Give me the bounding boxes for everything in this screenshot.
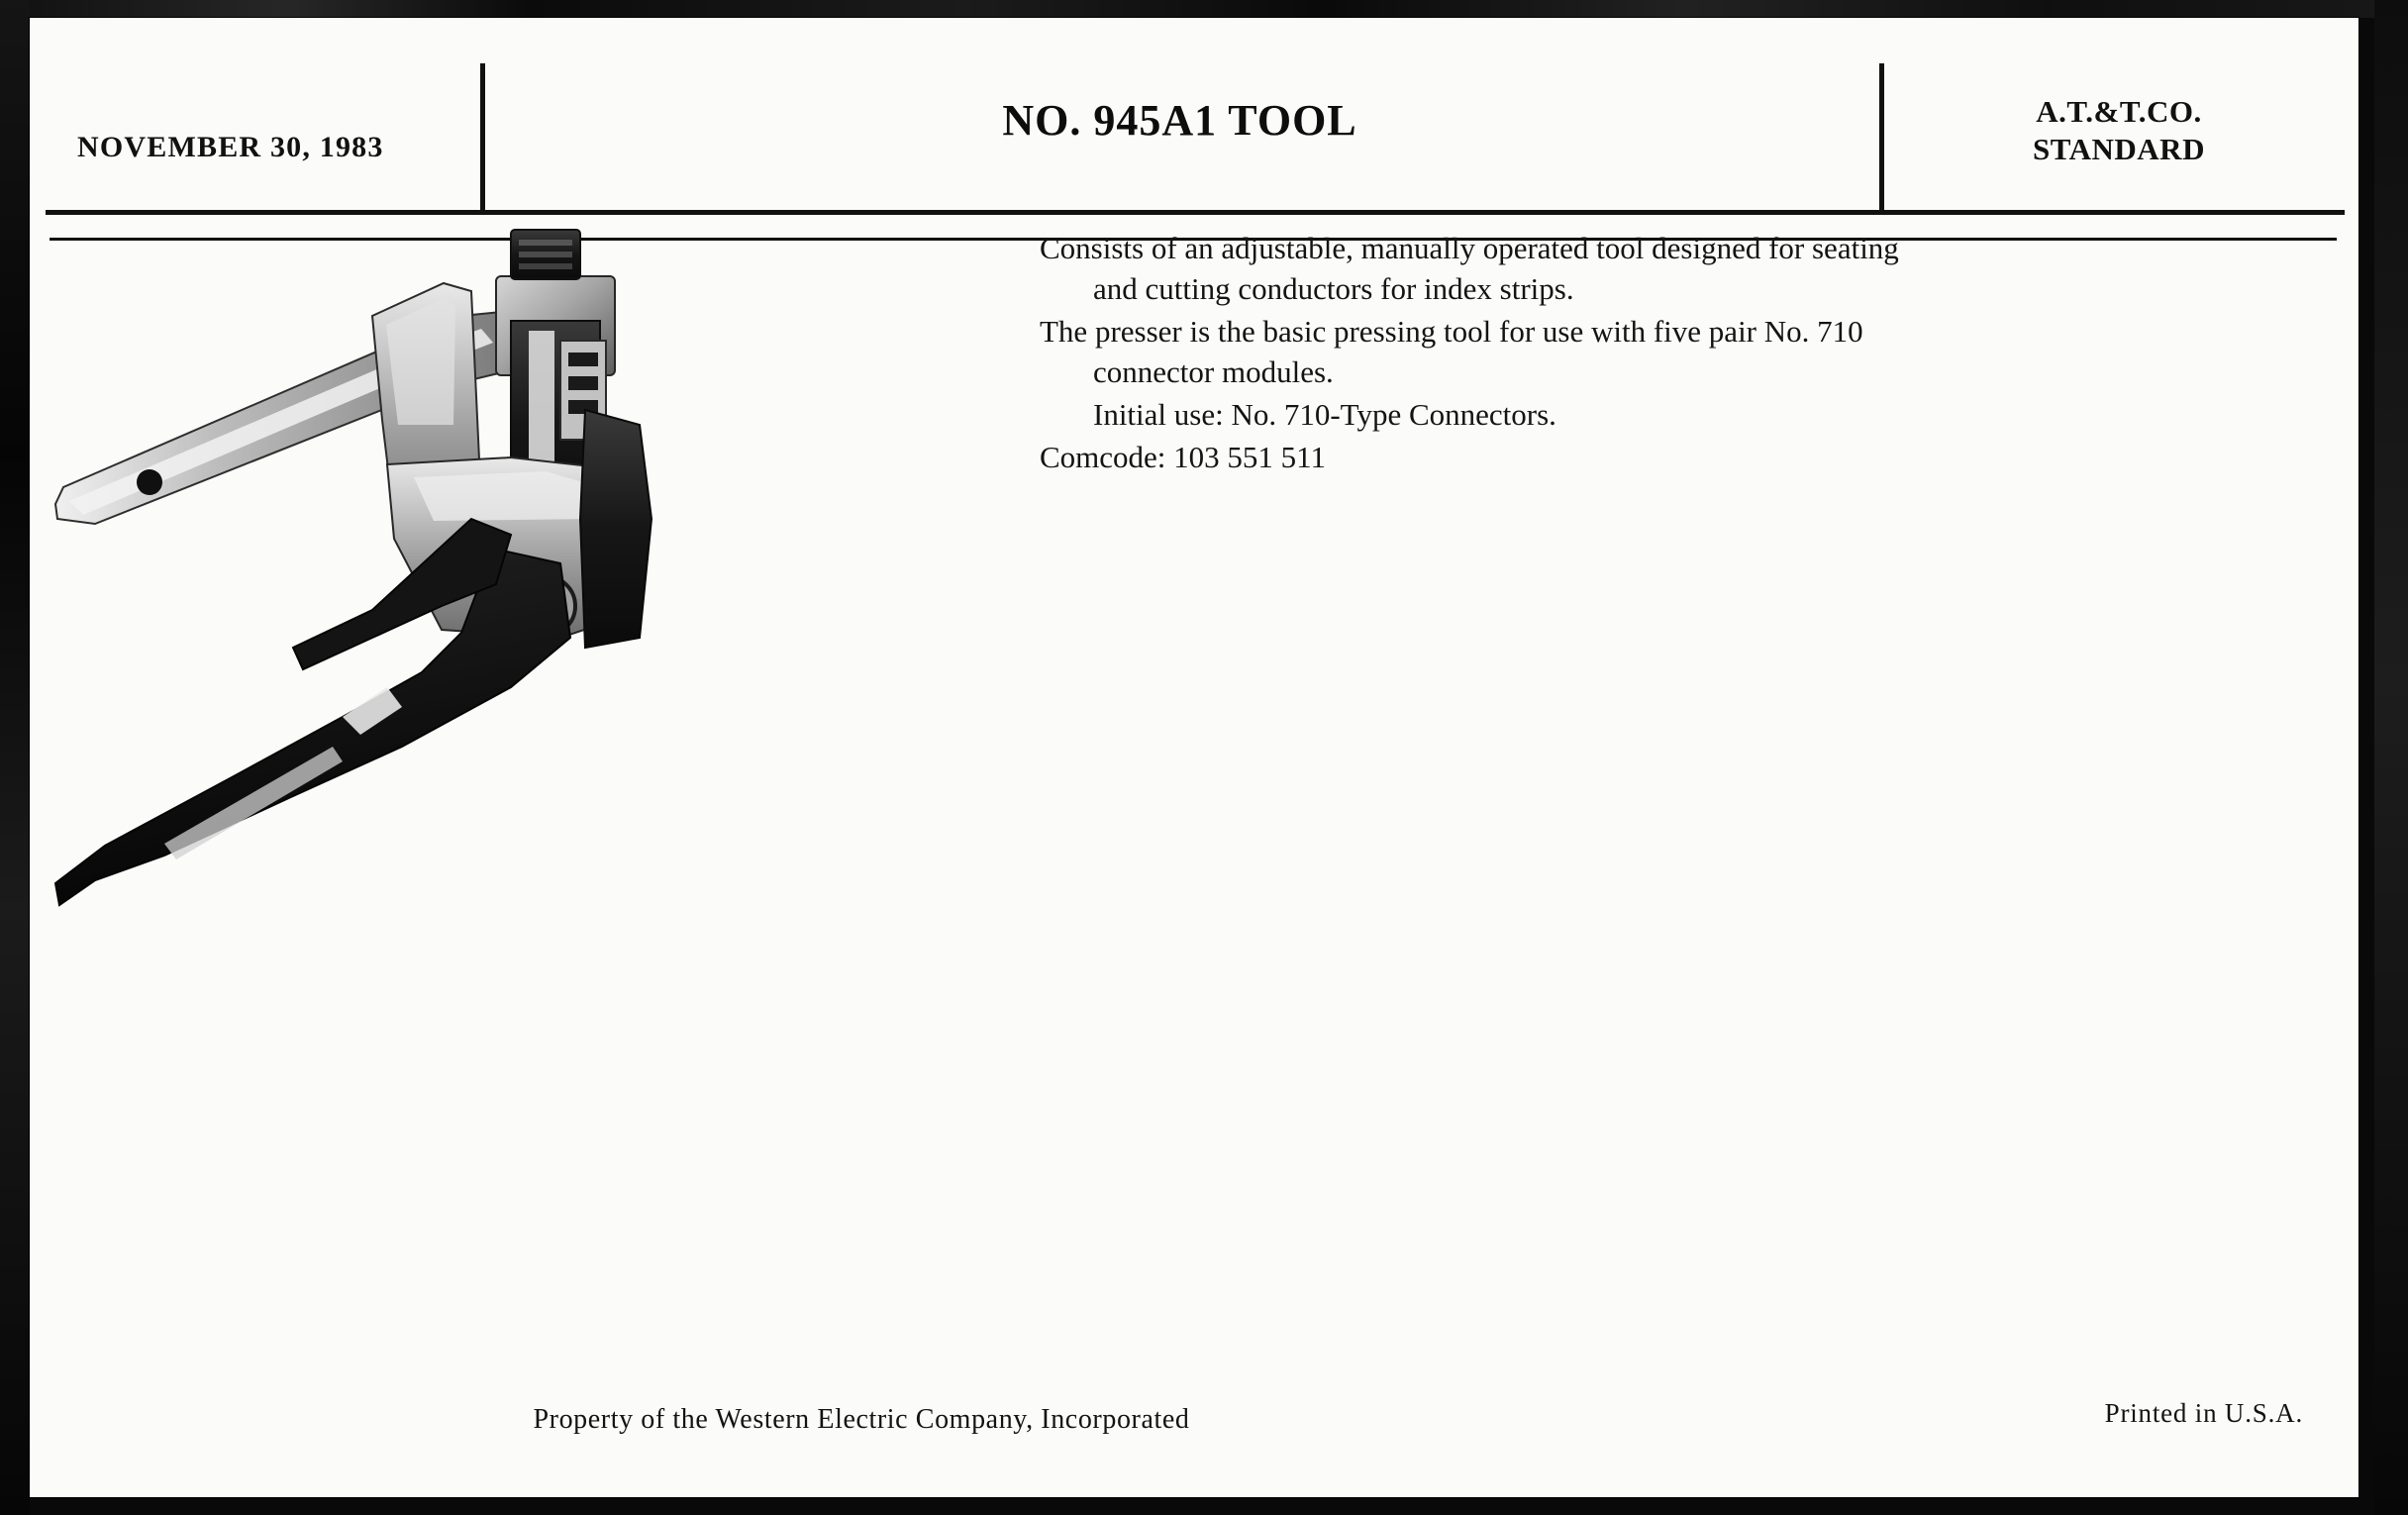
- issue-date: NOVEMBER 30, 1983: [77, 131, 384, 163]
- scan-edge-right: [2374, 0, 2408, 1515]
- page-title: NO. 945A1 TOOL: [1002, 96, 1357, 145]
- comcode-line: Comcode: 103 551 511: [1040, 440, 1327, 474]
- paragraph-2: [1040, 311, 2295, 392]
- paragraph-2-line-2: connector modules.: [1093, 354, 1334, 389]
- company-standard-word: STANDARD: [2033, 132, 2205, 166]
- document-header: [30, 18, 2358, 212]
- paragraph-1: [1040, 228, 2295, 309]
- paragraph-2-line-1: The presser is the basic pressing tool for use with five pair No. 710: [1040, 314, 1863, 349]
- paragraph-1-line-2: and cutting conductors for index strips.: [1093, 271, 1574, 306]
- company-name: A.T.&T.CO.: [2036, 94, 2202, 129]
- paragraph-1-line-1: Consists of an adjustable, manually operated tool designed for seating: [1040, 231, 1899, 265]
- property-notice: Property of the Western Electric Company, Incorporated: [533, 1404, 1190, 1435]
- tool-photo-svg: [46, 222, 1026, 1113]
- scan-edge-top: [0, 0, 2408, 18]
- tool-photograph: [46, 222, 1026, 1113]
- handle-rivet: [137, 469, 162, 495]
- scan-edge-left: [0, 0, 30, 1515]
- company-standard-label: [1879, 93, 2358, 168]
- rear-latch-block: [580, 410, 652, 648]
- moving-handle: [55, 549, 570, 905]
- description-block: [1040, 228, 2295, 479]
- printed-in-notice: Printed in U.S.A.: [2104, 1398, 2303, 1428]
- header-rule-primary: [46, 210, 2345, 215]
- initial-use-line: Initial use: No. 710-Type Connectors.: [1093, 397, 1556, 432]
- document-page: [30, 18, 2358, 1497]
